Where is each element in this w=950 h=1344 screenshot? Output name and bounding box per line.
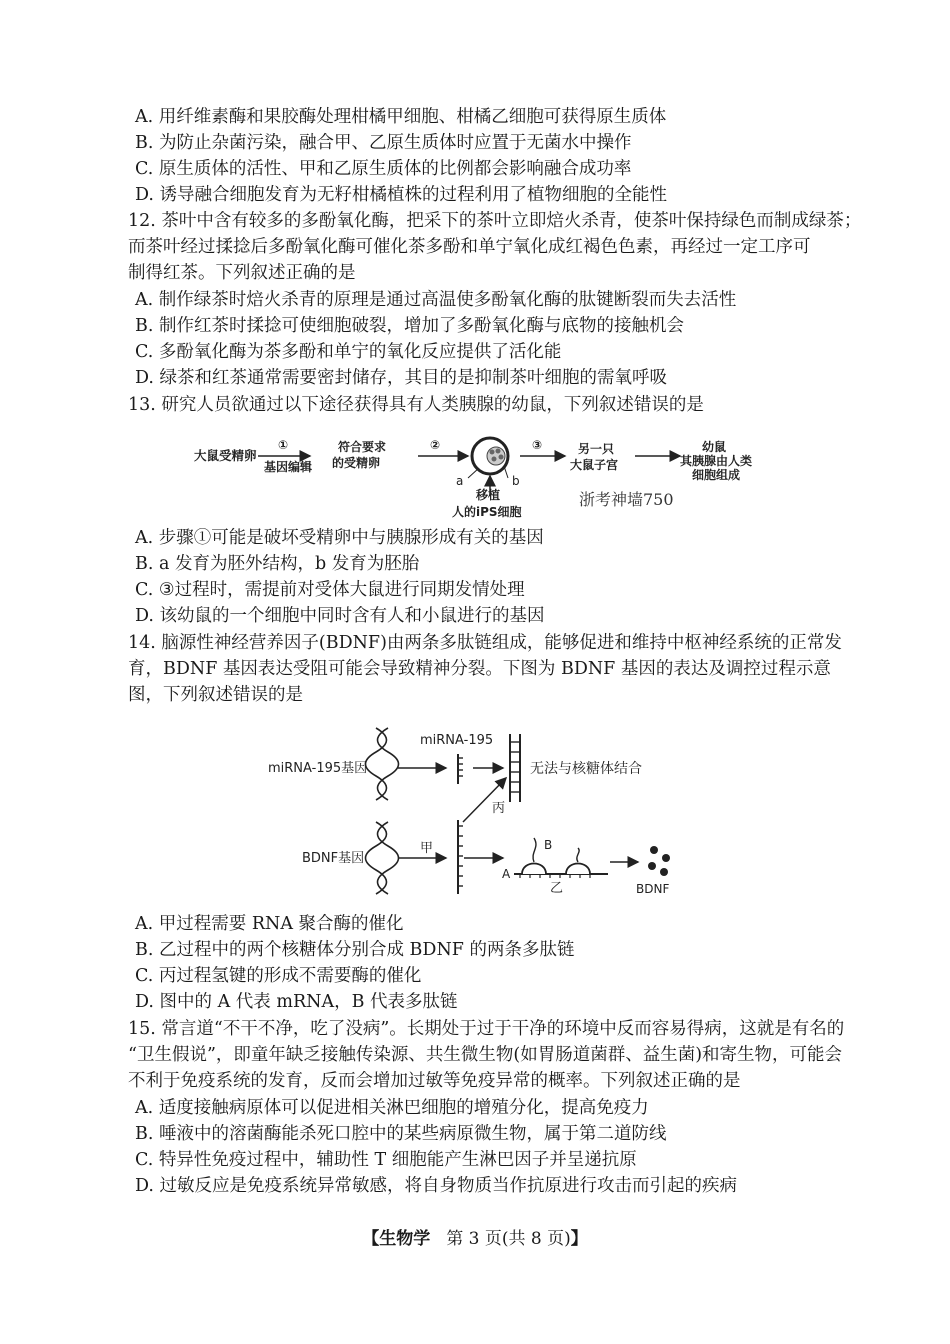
q14-diagram-graphics	[268, 722, 680, 908]
q14-stem-line-2: 育，BDNF 基因表达受阻可能会导致精神分裂。下图为 BDNF 基因的表达及调控过程示意	[128, 659, 831, 679]
page-footer	[0, 1224, 950, 1249]
footer-close-bracket: 】	[570, 1229, 588, 1249]
q13-option-c: C. ③过程时，需提前对受体大鼠进行同期发情处理	[135, 580, 525, 600]
q14-stem-line-1: 14. 脑源性神经营养因子(BDNF)由两条多肽链组成，能够促进和维持中枢神经系统的正常发	[128, 633, 842, 653]
q11-option-a: A. 用纤维素酶和果胶酶处理柑橘甲细胞、柑橘乙细胞可获得原生质体	[135, 107, 667, 127]
q15-option-a: A. 适度接触病原体可以促进相关淋巴细胞的增殖分化，提高免疫力	[135, 1098, 649, 1118]
q15-option-d: D. 过敏反应是免疫系统异常敏感，将自身物质当作抗原进行攻击而引起的疾病	[135, 1176, 738, 1196]
diagram-transplant-label: 移植	[476, 488, 501, 502]
q12-option-c: C. 多酚氧化酶为茶多酚和单宁的氧化反应提供了活化能	[135, 342, 562, 362]
diagram-step3-label: ③	[532, 438, 543, 452]
q11-option-d: D. 诱导融合细胞发育为无籽柑橘植株的过程利用了植物细胞的全能性	[135, 185, 668, 205]
q13-option-a: A. 步骤①可能是破坏受精卵中与胰腺形成有关的基因	[135, 528, 544, 548]
q14-stem-line-3: 图，下列叙述错误的是	[128, 685, 303, 705]
diagram-mid2-line1: 另一只	[578, 442, 615, 456]
diagram-end-line2: 其胰腺由人类	[680, 454, 753, 468]
diagram-mid1-line1: 符合要求	[338, 440, 387, 454]
diagram-label-b: b	[512, 474, 520, 488]
diagram-step1-label: ①	[278, 438, 289, 452]
q14-option-c: C. 丙过程氢键的形成不需要酶的催化	[135, 966, 422, 986]
q14-diagram	[268, 722, 680, 908]
diagram-label-a: a	[456, 474, 464, 488]
footer-page-number: 第 3 页(共 8 页)	[446, 1229, 571, 1249]
q13-stem: 13. 研究人员欲通过以下途径获得具有人类胰腺的幼鼠，下列叙述错误的是	[128, 395, 704, 415]
diagram-end-line3: 细胞组成	[692, 468, 741, 482]
q11-option-b: B. 为防止杂菌污染，融合甲、乙原生质体时应置于无菌水中操作	[135, 133, 632, 153]
q12-stem-line-1: 12. 茶叶中含有较多的多酚氧化酶，把采下的茶叶立即焙火杀青，使茶叶保持绿色而制成绿茶；	[128, 211, 862, 231]
process-jia-label: 甲	[420, 841, 434, 856]
label-b: B	[544, 838, 553, 852]
q13-option-b: B. a 发育为胚外结构，b 发育为胚胎	[135, 554, 420, 574]
process-yi-label: 乙	[550, 881, 564, 896]
diagram-ips-label: 人的iPS细胞	[452, 505, 522, 519]
q15-stem-line-2: “卫生假说”，即童年缺乏接触传染源、共生微生物(如胃肠道菌群、益生菌)和寄生物，可能会	[128, 1045, 843, 1065]
q12-option-a: A. 制作绿茶时焙火杀青的原理是通过高温使多酚氧化酶的肽键断裂而失去活性	[135, 290, 737, 310]
diagram-step1-sub: 基因编辑	[264, 460, 313, 474]
diagram-step2-label: ②	[430, 438, 441, 452]
q15-stem-line-1: 15. 常言道“不干不净，吃了没病”。长期处于过于干净的环境中反而容易得病，这就是有名的	[128, 1019, 845, 1039]
diagram-end-line1: 幼鼠	[702, 440, 727, 454]
diagram-start-label: 大鼠受精卵	[194, 448, 257, 463]
q14-option-d: D. 图中的 A 代表 mRNA，B 代表多肽链	[135, 992, 458, 1012]
q12-option-d: D. 绿茶和红茶通常需要密封储存，其目的是抑制茶叶细胞的需氧呼吸	[135, 368, 668, 388]
mirna-label: miRNA-195	[420, 733, 494, 748]
q12-stem-line-3: 制得红茶。下列叙述正确的是	[128, 263, 356, 283]
q15-option-b: B. 唾液中的溶菌酶能杀死口腔中的某些病原微生物，属于第二道防线	[135, 1124, 667, 1144]
watermark-text: 浙考神墙750	[579, 490, 674, 509]
q15-option-c: C. 特异性免疫过程中，辅助性 T 细胞能产生淋巴因子并呈递抗原	[135, 1150, 637, 1170]
no-ribosome-label: 无法与核糖体结合	[530, 761, 642, 777]
q13-diagram	[190, 428, 760, 523]
diagram-mid2-line2: 大鼠子宫	[570, 458, 619, 472]
q14-option-a: A. 甲过程需要 RNA 聚合酶的催化	[135, 914, 404, 934]
q14-option-b: B. 乙过程中的两个核糖体分别合成 BDNF 的两条多肽链	[135, 940, 575, 960]
q12-option-b: B. 制作红茶时揉捻可使细胞破裂，增加了多酚氧化酶与底物的接触机会	[135, 316, 684, 336]
process-bing-label: 丙	[492, 801, 506, 816]
q11-option-c: C. 原生质体的活性、甲和乙原生质体的比例都会影响融合成功率	[135, 159, 632, 179]
diagram-mid1-line2: 的受精卵	[332, 456, 381, 470]
footer-subject: 【生物学	[362, 1229, 431, 1249]
bdnf-gene-label: BDNF基因	[302, 851, 365, 866]
q12-stem-line-2: 而茶叶经过揉捻后多酚氧化酶可催化茶多酚和单宁氧化成红褐色色素，再经过一定工序可	[128, 237, 811, 257]
mirna-gene-label: miRNA-195基因	[268, 761, 368, 776]
bdnf-product-label: BDNF	[636, 882, 670, 896]
q13-option-d: D. 该幼鼠的一个细胞中同时含有人和小鼠进行的基因	[135, 606, 545, 626]
q15-stem-line-3: 不利于免疫系统的发育，反而会增加过敏等免疫异常的概率。下列叙述正确的是	[128, 1071, 741, 1091]
label-a: A	[502, 867, 511, 881]
